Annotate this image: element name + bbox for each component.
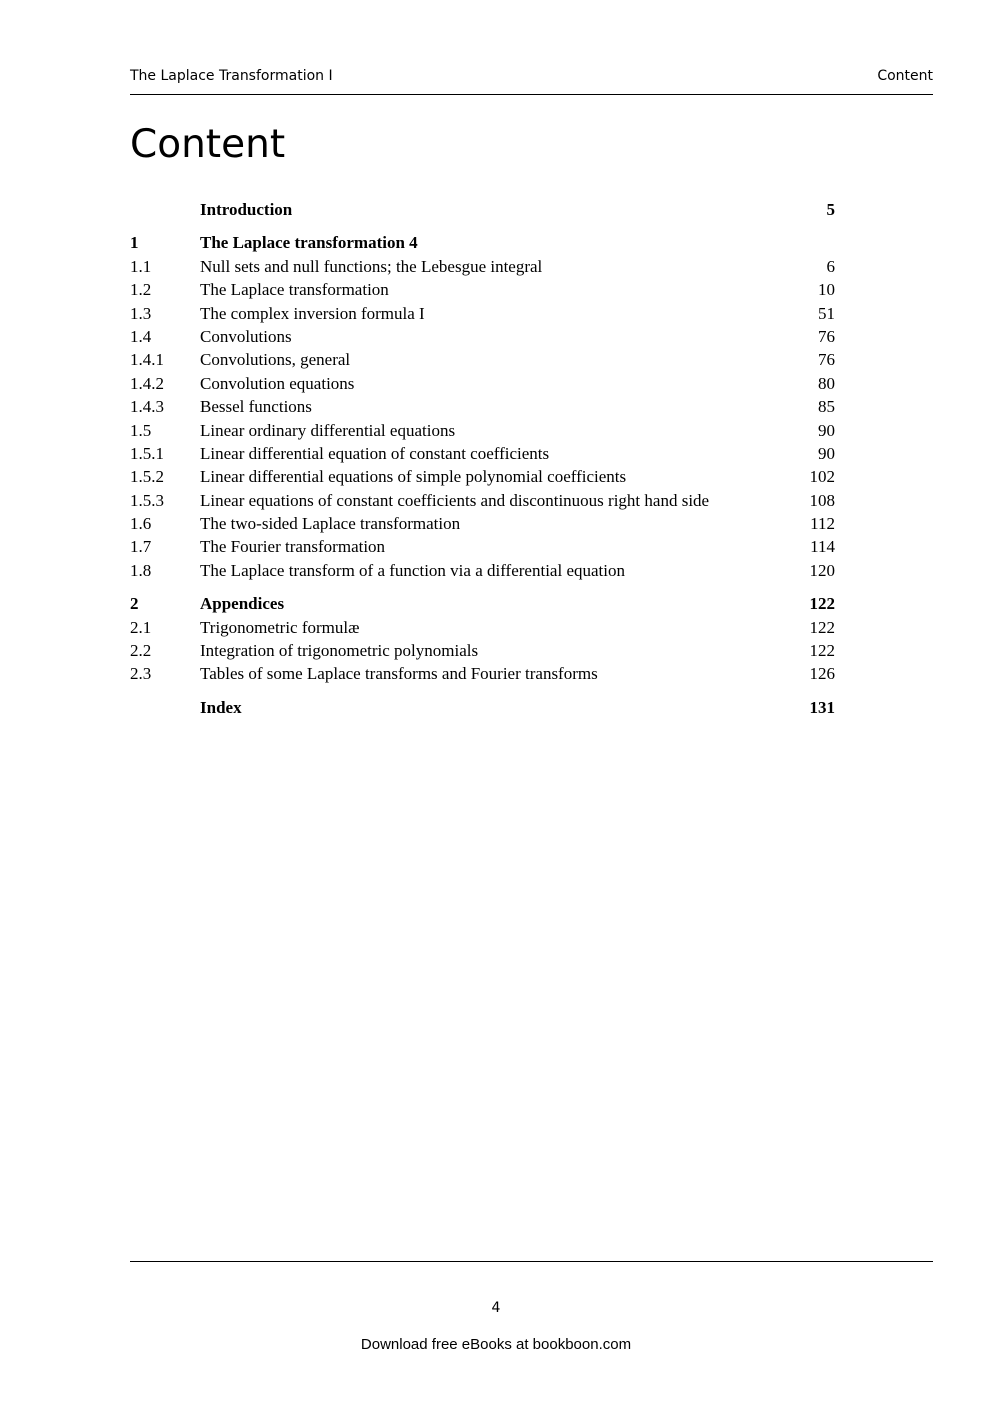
toc-entry-number: 1.3 bbox=[130, 303, 152, 323]
footer-divider bbox=[130, 1261, 933, 1262]
toc-entry[interactable] bbox=[130, 662, 835, 685]
toc-entry-title: Convolutions bbox=[200, 326, 292, 346]
toc-entry-title: Bessel functions bbox=[200, 397, 312, 417]
toc-entry-page: 76 bbox=[818, 350, 835, 370]
toc-entry[interactable] bbox=[130, 231, 835, 254]
download-note: Download free eBooks at bookboon.com bbox=[360, 1336, 632, 1353]
toc-entry-title: Convolutions, general bbox=[200, 350, 351, 370]
toc-entry-page: 120 bbox=[809, 560, 835, 580]
toc-entry-title: Null sets and null functions; the Lebesgue integral bbox=[200, 256, 543, 276]
toc-entry-number: 1.7 bbox=[130, 537, 152, 557]
toc-entry-number: 1.6 bbox=[130, 514, 152, 534]
section-name: Content bbox=[877, 68, 933, 84]
toc-entry-number: 2.1 bbox=[130, 617, 152, 637]
toc-entry-page: 131 bbox=[809, 697, 835, 717]
toc-entry-page: 114 bbox=[810, 537, 835, 557]
toc-entry-page: 102 bbox=[809, 467, 835, 487]
toc-entry-page: 51 bbox=[818, 303, 835, 323]
toc-entry-number: 1.5 bbox=[130, 420, 152, 440]
toc-entry-title: Linear ordinary differential equations bbox=[200, 420, 456, 440]
toc-entry-page: 122 bbox=[809, 617, 835, 637]
toc-entry-number: 1.2 bbox=[130, 280, 152, 300]
toc-entry[interactable] bbox=[130, 395, 835, 418]
toc-entry-title: Convolution equations bbox=[200, 373, 355, 393]
toc-entry-title: Linear differential equation of constant coefficients bbox=[200, 443, 550, 463]
toc-entry-title: Linear equations of constant coefficients and discontinuous right hand side bbox=[200, 490, 710, 510]
toc-entry-number: 1.4.2 bbox=[130, 373, 164, 393]
toc-entry-page: 76 bbox=[818, 326, 835, 346]
toc-entry-number: 1.5.3 bbox=[130, 490, 164, 510]
toc-entry[interactable] bbox=[130, 696, 835, 719]
toc-entry-title: Index bbox=[200, 697, 242, 717]
toc-entry[interactable] bbox=[130, 489, 835, 512]
toc-entry-title: Tables of some Laplace transforms and Fourier transforms bbox=[200, 664, 598, 684]
running-header bbox=[130, 68, 933, 95]
toc-entry-page: 6 bbox=[826, 256, 835, 276]
toc-entry-number: 1.8 bbox=[130, 560, 152, 580]
page-title: Content bbox=[130, 122, 286, 167]
book-title: The Laplace Transformation I bbox=[130, 68, 333, 84]
toc-entry[interactable] bbox=[130, 639, 835, 662]
toc-entry-number: 2.3 bbox=[130, 664, 152, 684]
toc-entry-title: Trigonometric formulæ bbox=[200, 617, 360, 637]
toc-entry[interactable] bbox=[130, 325, 835, 348]
toc-entry-page: 108 bbox=[809, 490, 835, 510]
toc-entry[interactable] bbox=[130, 616, 835, 639]
toc-entry-number: 1.4.1 bbox=[130, 350, 164, 370]
toc-entry-page: 80 bbox=[818, 373, 835, 393]
toc-entry-title: The Fourier transformation bbox=[200, 537, 386, 557]
toc-entry-number: 2 bbox=[130, 594, 139, 614]
toc-entry-page: 122 bbox=[809, 641, 835, 661]
toc-entry[interactable] bbox=[130, 559, 835, 582]
toc-entry-number: 2.2 bbox=[130, 641, 152, 661]
toc-entry-number: 1.4.3 bbox=[130, 397, 164, 417]
toc-entry-page: 90 bbox=[818, 420, 835, 440]
toc-entry-title: The Laplace transformation 4 bbox=[200, 233, 418, 253]
toc-entry-number: 1.5.2 bbox=[130, 467, 164, 487]
toc-entry[interactable] bbox=[130, 419, 835, 442]
page-number: 4 bbox=[491, 1300, 501, 1316]
toc-entry[interactable] bbox=[130, 278, 835, 301]
toc-entry-number: 1.1 bbox=[130, 256, 152, 276]
toc-entry[interactable] bbox=[130, 512, 835, 535]
table-of-contents bbox=[130, 198, 835, 719]
toc-entry-title: The two-sided Laplace transformation bbox=[200, 514, 461, 534]
toc-entry[interactable] bbox=[130, 535, 835, 558]
toc-entry-title: The Laplace transformation bbox=[200, 280, 389, 300]
toc-entry[interactable] bbox=[130, 442, 835, 465]
toc-entry-title: Integration of trigonometric polynomials bbox=[200, 641, 479, 661]
toc-entry[interactable] bbox=[130, 372, 835, 395]
toc-entry-number: 1.5.1 bbox=[130, 443, 164, 463]
toc-entry-page: 85 bbox=[818, 397, 835, 417]
toc-entry-page: 5 bbox=[826, 200, 835, 219]
toc-entry[interactable] bbox=[130, 302, 835, 325]
toc-entry-page: 90 bbox=[818, 443, 835, 463]
toc-entry-page: 112 bbox=[810, 514, 835, 534]
toc-entry-title: Introduction bbox=[200, 200, 293, 219]
toc-entry[interactable] bbox=[130, 592, 835, 615]
toc-entry[interactable] bbox=[130, 348, 835, 371]
toc-entry-number: 1 bbox=[130, 233, 139, 253]
toc-entry-page: 10 bbox=[818, 280, 835, 300]
toc-entry-title: Linear differential equations of simple polynomial coefficients bbox=[200, 467, 627, 487]
toc-entry[interactable] bbox=[130, 198, 835, 221]
toc-entry[interactable] bbox=[130, 255, 835, 278]
toc-entry-number: 1.4 bbox=[130, 326, 152, 346]
toc-entry-title: Appendices bbox=[200, 594, 285, 614]
toc-entry-page: 126 bbox=[809, 664, 835, 684]
toc-entry-title: The Laplace transform of a function via a differential equation bbox=[200, 560, 625, 580]
toc-entry-page: 122 bbox=[809, 594, 835, 614]
toc-entry-title: The complex inversion formula I bbox=[200, 303, 425, 323]
toc-entry[interactable] bbox=[130, 465, 835, 488]
